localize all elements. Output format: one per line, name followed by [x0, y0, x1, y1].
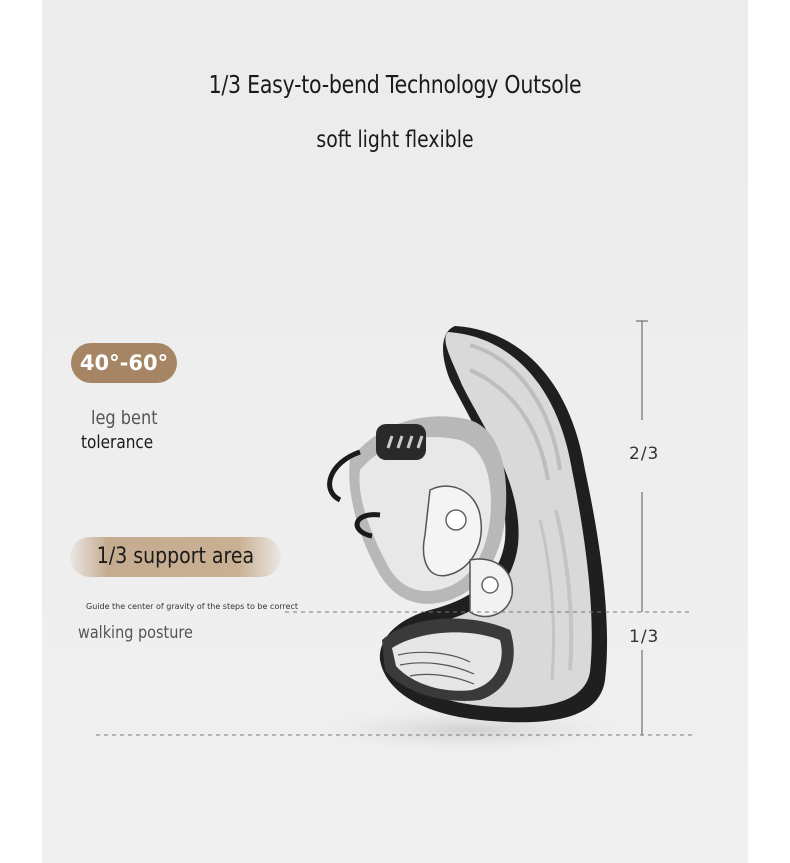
support-area-label: 1/3 support area	[96, 544, 255, 569]
page-subtitle: soft light flexible	[316, 127, 474, 153]
page-title: 1/3 Easy-to-bend Technology Outsole	[208, 70, 582, 99]
tolerance-label: tolerance	[81, 432, 154, 453]
lower-ratio-label: 1/3	[629, 627, 660, 647]
support-area-badge	[70, 537, 281, 577]
guide-note: Guide the center of gravity of the steps to be correct	[86, 602, 298, 611]
leg-bent-label: leg bent	[91, 407, 158, 429]
upper-ratio-label: 2/3	[629, 444, 660, 464]
angle-badge: 40°-60°	[71, 343, 177, 383]
walking-posture-label: walking posture	[78, 623, 193, 643]
